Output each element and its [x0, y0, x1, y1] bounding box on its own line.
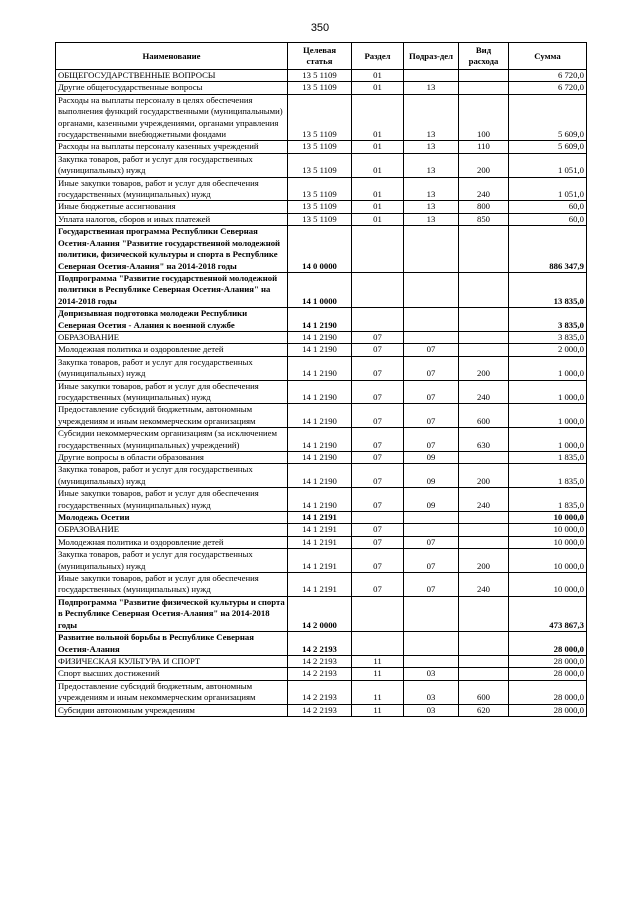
- cell-name: ОБРАЗОВАНИЕ: [56, 331, 288, 343]
- cell-section: 01: [352, 201, 404, 213]
- cell-name: Расходы на выплаты персоналу казенных учреждений: [56, 141, 288, 153]
- cell-article: 13 5 1109: [288, 201, 352, 213]
- cell-subsection: 13: [404, 177, 459, 201]
- cell-expense-type: [459, 452, 509, 464]
- cell-section: 07: [352, 452, 404, 464]
- cell-name: Закупка товаров, работ и услуг для государственных (муниципальных) нужд: [56, 549, 288, 573]
- table-row: [56, 512, 587, 524]
- cell-sum: 28 000,0: [509, 655, 587, 667]
- cell-expense-type: [459, 226, 509, 273]
- cell-section: 11: [352, 668, 404, 680]
- table-row: [56, 380, 587, 404]
- cell-section: 07: [352, 380, 404, 404]
- table-row: [56, 464, 587, 488]
- cell-section: 07: [352, 536, 404, 548]
- cell-section: [352, 308, 404, 332]
- cell-name: Допризывная подготовка молодежи Республики Северная Осетия - Алания к военной службе: [56, 308, 288, 332]
- cell-section: 01: [352, 82, 404, 94]
- cell-subsection: [404, 596, 459, 631]
- cell-article: 14 2 2193: [288, 632, 352, 656]
- header-sum: Сумма: [509, 43, 587, 70]
- cell-subsection: [404, 272, 459, 307]
- cell-name: Подпрограмма "Развитие физической культуры и спорта в Республике Северная Осетия-Алания" на 2014-2018 годы: [56, 596, 288, 631]
- cell-section: 07: [352, 344, 404, 356]
- cell-sum: 28 000,0: [509, 704, 587, 716]
- cell-subsection: 07: [404, 356, 459, 380]
- cell-expense-type: 240: [459, 573, 509, 597]
- cell-name: ОБЩЕГОСУДАРСТВЕННЫЕ ВОПРОСЫ: [56, 70, 288, 82]
- table-row: [56, 141, 587, 153]
- cell-sum: 1 835,0: [509, 464, 587, 488]
- cell-section: 01: [352, 153, 404, 177]
- cell-subsection: 13: [404, 94, 459, 141]
- cell-name: Другие общегосударственные вопросы: [56, 82, 288, 94]
- table-row: [56, 632, 587, 656]
- table-row: [56, 655, 587, 667]
- cell-subsection: 07: [404, 404, 459, 428]
- cell-subsection: [404, 226, 459, 273]
- cell-article: 13 5 1109: [288, 141, 352, 153]
- cell-expense-type: 110: [459, 141, 509, 153]
- header-article: Целевая статья: [288, 43, 352, 70]
- cell-article: 14 1 2190: [288, 464, 352, 488]
- cell-subsection: 13: [404, 141, 459, 153]
- cell-expense-type: 600: [459, 404, 509, 428]
- cell-expense-type: 200: [459, 549, 509, 573]
- cell-section: 01: [352, 141, 404, 153]
- cell-name: Молодежь Осетии: [56, 512, 288, 524]
- cell-article: 14 2 2193: [288, 668, 352, 680]
- cell-expense-type: 240: [459, 488, 509, 512]
- cell-expense-type: 630: [459, 428, 509, 452]
- cell-article: 14 1 2190: [288, 344, 352, 356]
- table-row: [56, 549, 587, 573]
- cell-section: 07: [352, 331, 404, 343]
- cell-subsection: 13: [404, 213, 459, 225]
- cell-section: 11: [352, 680, 404, 704]
- cell-sum: 28 000,0: [509, 668, 587, 680]
- cell-expense-type: 100: [459, 94, 509, 141]
- cell-sum: 1 000,0: [509, 404, 587, 428]
- cell-sum: 60,0: [509, 201, 587, 213]
- table-row: [56, 331, 587, 343]
- cell-sum: 2 000,0: [509, 344, 587, 356]
- cell-sum: 10 000,0: [509, 536, 587, 548]
- header-subsection: Подраз-дел: [404, 43, 459, 70]
- cell-article: 14 2 2193: [288, 655, 352, 667]
- cell-name: Молодежная политика и оздоровление детей: [56, 344, 288, 356]
- cell-expense-type: 600: [459, 680, 509, 704]
- cell-name: Предоставление субсидий бюджетным, автономным учреждениям и иным некоммерческим организациям: [56, 404, 288, 428]
- cell-article: 14 1 2191: [288, 512, 352, 524]
- cell-subsection: 03: [404, 680, 459, 704]
- cell-expense-type: [459, 668, 509, 680]
- cell-section: 07: [352, 428, 404, 452]
- cell-article: 14 1 2191: [288, 536, 352, 548]
- cell-expense-type: [459, 632, 509, 656]
- header-expense-type: Вид расхода: [459, 43, 509, 70]
- cell-article: 13 5 1109: [288, 94, 352, 141]
- cell-expense-type: 800: [459, 201, 509, 213]
- table-row: [56, 70, 587, 82]
- cell-article: 13 5 1109: [288, 213, 352, 225]
- cell-article: 13 5 1109: [288, 70, 352, 82]
- cell-subsection: [404, 512, 459, 524]
- cell-sum: 13 835,0: [509, 272, 587, 307]
- table-body: [56, 70, 587, 717]
- cell-sum: 1 000,0: [509, 380, 587, 404]
- cell-name: Молодежная политика и оздоровление детей: [56, 536, 288, 548]
- cell-name: Иные закупки товаров, работ и услуг для обеспечения государственных (муниципальных) нужд: [56, 488, 288, 512]
- cell-subsection: 07: [404, 573, 459, 597]
- cell-expense-type: 200: [459, 464, 509, 488]
- header-section: Раздел: [352, 43, 404, 70]
- cell-section: 01: [352, 70, 404, 82]
- cell-subsection: 13: [404, 82, 459, 94]
- cell-subsection: 09: [404, 452, 459, 464]
- cell-sum: 1 051,0: [509, 177, 587, 201]
- table-row: [56, 404, 587, 428]
- cell-expense-type: 240: [459, 380, 509, 404]
- cell-subsection: 13: [404, 153, 459, 177]
- table-row: [56, 308, 587, 332]
- cell-sum: 473 867,3: [509, 596, 587, 631]
- table-row: [56, 213, 587, 225]
- cell-section: 07: [352, 549, 404, 573]
- cell-expense-type: [459, 272, 509, 307]
- cell-name: Государственная программа Республики Северная Осетия-Алания "Развитие государственной молодежной политики, физической культуры и спорта в Республике Северная Осетия-Алания" на 2014-2018 годы: [56, 226, 288, 273]
- cell-article: 14 0 0000: [288, 226, 352, 273]
- cell-name: Предоставление субсидий бюджетным, автономным учреждениям и иным некоммерческим организациям: [56, 680, 288, 704]
- cell-expense-type: 850: [459, 213, 509, 225]
- cell-name: Расходы на выплаты персоналу в целях обеспечения выполнения функций государственными (муниципальными) органами, казенными учреждениями, органами управления государственными внебюджетными фондами: [56, 94, 288, 141]
- cell-sum: 1 051,0: [509, 153, 587, 177]
- cell-name: Закупка товаров, работ и услуг для государственных (муниципальных) нужд: [56, 153, 288, 177]
- table-row: [56, 524, 587, 536]
- cell-article: 14 1 2190: [288, 452, 352, 464]
- cell-name: Спорт высших достижений: [56, 668, 288, 680]
- cell-sum: 5 609,0: [509, 141, 587, 153]
- table-row: [56, 488, 587, 512]
- cell-sum: 28 000,0: [509, 632, 587, 656]
- cell-expense-type: 200: [459, 356, 509, 380]
- cell-expense-type: [459, 82, 509, 94]
- cell-subsection: 09: [404, 488, 459, 512]
- cell-sum: 886 347,9: [509, 226, 587, 273]
- cell-section: 07: [352, 573, 404, 597]
- cell-article: 14 2 0000: [288, 596, 352, 631]
- cell-subsection: [404, 331, 459, 343]
- table-row: [56, 428, 587, 452]
- cell-name: Иные бюджетные ассигнования: [56, 201, 288, 213]
- table-row: [56, 82, 587, 94]
- budget-table: [55, 42, 587, 717]
- table-row: [56, 452, 587, 464]
- cell-expense-type: [459, 331, 509, 343]
- cell-subsection: [404, 655, 459, 667]
- cell-sum: 1 000,0: [509, 428, 587, 452]
- cell-name: Закупка товаров, работ и услуг для государственных (муниципальных) нужд: [56, 356, 288, 380]
- table-row: [56, 680, 587, 704]
- cell-sum: 1 835,0: [509, 452, 587, 464]
- cell-name: Подпрограмма "Развитие государственной молодежной политики в Республике Северная Осетия-Алания" на 2014-2018 годы: [56, 272, 288, 307]
- cell-section: 01: [352, 213, 404, 225]
- cell-sum: 10 000,0: [509, 549, 587, 573]
- cell-subsection: 07: [404, 380, 459, 404]
- cell-sum: 3 835,0: [509, 308, 587, 332]
- cell-expense-type: [459, 655, 509, 667]
- cell-section: [352, 272, 404, 307]
- cell-expense-type: 240: [459, 177, 509, 201]
- cell-article: 14 1 2190: [288, 308, 352, 332]
- table-row: [56, 177, 587, 201]
- cell-sum: 6 720,0: [509, 82, 587, 94]
- cell-expense-type: [459, 512, 509, 524]
- cell-article: 14 2 2193: [288, 704, 352, 716]
- cell-subsection: 07: [404, 549, 459, 573]
- cell-name: Иные закупки товаров, работ и услуг для обеспечения государственных (муниципальных) нужд: [56, 573, 288, 597]
- table-row: [56, 596, 587, 631]
- cell-section: [352, 596, 404, 631]
- cell-expense-type: 200: [459, 153, 509, 177]
- cell-name: Уплата налогов, сборов и иных платежей: [56, 213, 288, 225]
- page-number: 350: [310, 22, 330, 34]
- cell-name: Другие вопросы в области образования: [56, 452, 288, 464]
- cell-name: ОБРАЗОВАНИЕ: [56, 524, 288, 536]
- cell-name: Закупка товаров, работ и услуг для государственных (муниципальных) нужд: [56, 464, 288, 488]
- cell-article: 14 1 2191: [288, 524, 352, 536]
- cell-expense-type: 620: [459, 704, 509, 716]
- table-row: [56, 704, 587, 716]
- cell-article: 14 1 2190: [288, 356, 352, 380]
- cell-sum: 10 000,0: [509, 512, 587, 524]
- cell-subsection: [404, 70, 459, 82]
- cell-section: 07: [352, 464, 404, 488]
- cell-expense-type: [459, 596, 509, 631]
- table-row: [56, 536, 587, 548]
- cell-name: Развитие вольной борьбы в Республике Северная Осетия-Алания: [56, 632, 288, 656]
- cell-sum: 1 835,0: [509, 488, 587, 512]
- cell-sum: 1 000,0: [509, 356, 587, 380]
- cell-sum: 60,0: [509, 213, 587, 225]
- cell-subsection: 03: [404, 704, 459, 716]
- table-row: [56, 344, 587, 356]
- cell-article: 14 1 0000: [288, 272, 352, 307]
- cell-section: 01: [352, 177, 404, 201]
- table-row: [56, 272, 587, 307]
- cell-expense-type: [459, 524, 509, 536]
- cell-sum: 28 000,0: [509, 680, 587, 704]
- cell-sum: 6 720,0: [509, 70, 587, 82]
- cell-sum: 3 835,0: [509, 331, 587, 343]
- cell-article: 14 1 2190: [288, 331, 352, 343]
- cell-expense-type: [459, 536, 509, 548]
- table-header: [56, 43, 587, 70]
- cell-subsection: 03: [404, 668, 459, 680]
- cell-section: [352, 512, 404, 524]
- cell-subsection: [404, 632, 459, 656]
- cell-sum: 10 000,0: [509, 524, 587, 536]
- table-row: [56, 153, 587, 177]
- cell-name: Иные закупки товаров, работ и услуг для обеспечения государственных (муниципальных) нужд: [56, 380, 288, 404]
- header-name: Наименование: [56, 43, 288, 70]
- table-row: [56, 573, 587, 597]
- cell-article: 14 1 2190: [288, 428, 352, 452]
- cell-section: 11: [352, 655, 404, 667]
- cell-expense-type: [459, 70, 509, 82]
- cell-name: Иные закупки товаров, работ и услуг для обеспечения государственных (муниципальных) нужд: [56, 177, 288, 201]
- cell-section: 07: [352, 404, 404, 428]
- table-row: [56, 356, 587, 380]
- cell-subsection: 07: [404, 536, 459, 548]
- cell-sum: 10 000,0: [509, 573, 587, 597]
- cell-subsection: 07: [404, 428, 459, 452]
- cell-section: 07: [352, 524, 404, 536]
- cell-section: 01: [352, 94, 404, 141]
- cell-subsection: [404, 308, 459, 332]
- cell-expense-type: [459, 344, 509, 356]
- cell-article: 14 2 2193: [288, 680, 352, 704]
- cell-article: 14 1 2191: [288, 549, 352, 573]
- cell-section: 11: [352, 704, 404, 716]
- cell-article: 14 1 2190: [288, 404, 352, 428]
- cell-name: Субсидии некоммерческим организациям (за исключением государственных (муниципальных) учреждений): [56, 428, 288, 452]
- table-row: [56, 668, 587, 680]
- cell-expense-type: [459, 308, 509, 332]
- cell-section: [352, 226, 404, 273]
- cell-name: Субсидии автономным учреждениям: [56, 704, 288, 716]
- cell-article: 13 5 1109: [288, 153, 352, 177]
- cell-subsection: 13: [404, 201, 459, 213]
- cell-section: 07: [352, 488, 404, 512]
- cell-subsection: 07: [404, 344, 459, 356]
- cell-section: [352, 632, 404, 656]
- cell-article: 13 5 1109: [288, 82, 352, 94]
- cell-sum: 5 609,0: [509, 94, 587, 141]
- cell-subsection: 09: [404, 464, 459, 488]
- cell-article: 14 1 2191: [288, 573, 352, 597]
- cell-subsection: [404, 524, 459, 536]
- cell-article: 14 1 2190: [288, 380, 352, 404]
- cell-section: 07: [352, 356, 404, 380]
- cell-name: ФИЗИЧЕСКАЯ КУЛЬТУРА И СПОРТ: [56, 655, 288, 667]
- table-row: [56, 94, 587, 141]
- cell-article: 14 1 2190: [288, 488, 352, 512]
- table-row: [56, 226, 587, 273]
- cell-article: 13 5 1109: [288, 177, 352, 201]
- table-row: [56, 201, 587, 213]
